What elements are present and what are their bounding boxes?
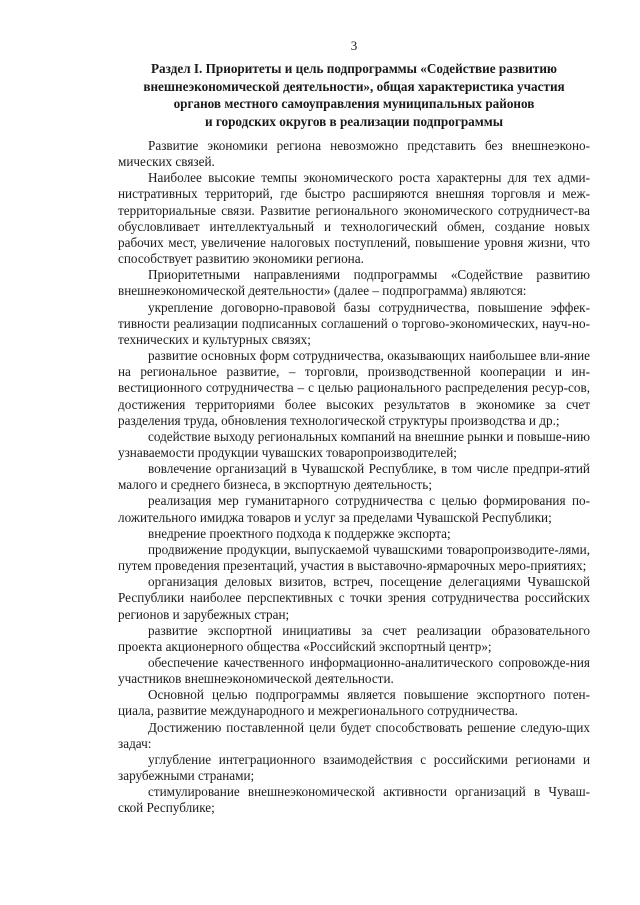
paragraph: Приоритетными направлениями подпрограммы «Содействие развитию внешнеэкономической деятельности» (далее – подпрограмма) являются: — [118, 267, 590, 299]
paragraph: Развитие экономики региона невозможно представить без внешнеэконо-мических связей. — [118, 138, 590, 170]
body-text — [118, 138, 590, 817]
paragraph: Основной целью подпрограммы является повышение экспортного потен-циала, развитие международного и межрегионального сотрудничества. — [118, 687, 590, 719]
paragraph: укрепление договорно-правовой базы сотрудничества, повышение эффек-тивности реализации подписанных соглашений о торгово-экономических, науч-но-технических и культурных связях; — [118, 299, 590, 347]
paragraph: вовлечение организаций в Чувашской Республике, в том числе предпри-ятий малого и среднего бизнеса, в экспортную деятельность; — [118, 461, 590, 493]
paragraph: внедрение проектного подхода к поддержке экспорта; — [148, 525, 451, 541]
heading-line-4: и городских округов в реализации подпрограммы — [204, 113, 504, 129]
paragraph: обеспечение качественного информационно-аналитического сопровожде-ния участников внешнеэкономической деятельности. — [118, 655, 590, 687]
paragraph: организация деловых визитов, встреч, посещение делегациями Чувашской Республики наиболее перспективных с точки зрения сотрудничества российских регионов и зарубежных стран; — [118, 574, 590, 622]
paragraph: углубление интеграционного взаимодействия с российскими регионами и зарубежными странами; — [118, 751, 590, 784]
paragraph: содействие выходу региональных компаний на внешние рынки и повыше-нию узнаваемости продукции чувашских товаропроизводителей; — [118, 428, 590, 460]
page-number: 3 — [350, 38, 358, 53]
heading-line-2: внешнеэкономической деятельности», общая характеристика участия — [143, 78, 565, 94]
paragraph: Достижению поставленной цели будет способствовать решение следую-щих задач: — [118, 719, 590, 751]
section-heading — [118, 60, 590, 130]
paragraph: стимулирование внешнеэкономической активности организаций в Чуваш-ской Республике; — [118, 784, 590, 816]
paragraph: реализация мер гуманитарного сотрудничества с целью формирования по-ложительного имиджа товаров и услуг за пределами Чувашской Республики; — [118, 493, 590, 525]
paragraph: продвижение продукции, выпускаемой чувашскими товаропроизводите-лями, путем проведения презентаций, участия в выставочно-ярмарочных меро-приятиях; — [118, 541, 590, 574]
paragraph: Наиболее высокие темпы экономического роста характерны для тех адми-нистративных территорий, где быстро расширяются внешняя торговля и меж-территориальные связи. Развитие регионального экономического сотрудничест-ва обусловливает интеллектуальный и технологический обмен, создание новых рабочих мест, увеличение налоговых поступлений, повышение уровня жизни, что способствует развитию экономики региона. — [118, 170, 590, 267]
paragraph: развитие основных форм сотрудничества, оказывающих наибольшее вли-яние на региональное развитие, – торговли, производственной кооперации и ин-вестиционного сотрудничества – с целью рационального распределения ресур-сов, достижения территориями более высоких результатов в экономике за счет разделения труда, обновления технологической структуры производства и др.; — [118, 348, 590, 428]
heading-line-3: органов местного самоуправления муниципальных районов — [173, 96, 535, 112]
paragraph: развитие экспортной инициативы за счет реализации образовательного проекта акционерного общества «Российский экспортный центр»; — [118, 622, 590, 654]
heading-line-1: Раздел I. Приоритеты и цель подпрограммы «Содействие развитию — [150, 61, 558, 76]
